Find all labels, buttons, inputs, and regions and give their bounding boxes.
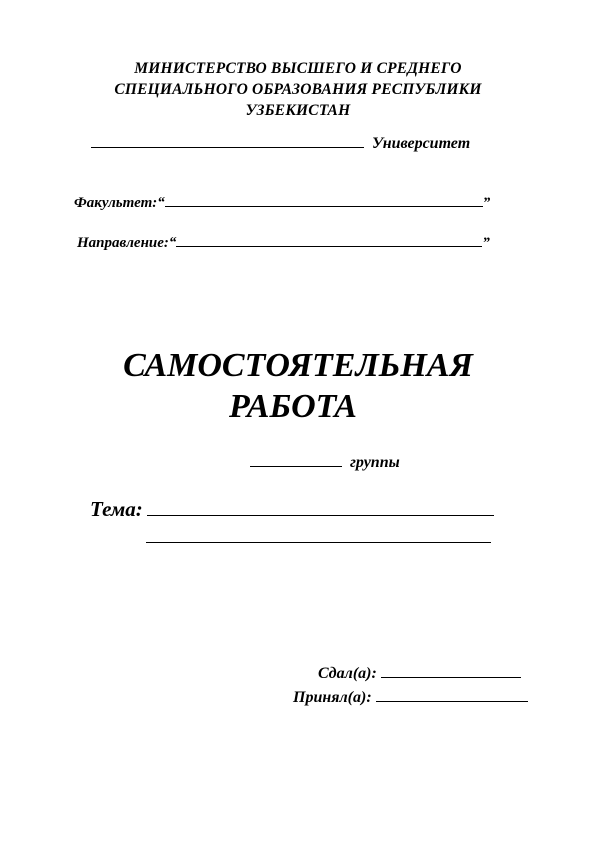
accepted-row xyxy=(293,688,528,707)
submitted-label: Сдал(а): xyxy=(318,665,377,682)
accepted-label: Принял(а): xyxy=(293,689,372,706)
faculty-open-quote: “ xyxy=(157,195,165,211)
topic-blank-line xyxy=(147,499,494,516)
faculty-blank-line xyxy=(165,194,483,207)
submitted-row xyxy=(318,664,521,683)
faculty-label: Факультет: xyxy=(74,195,158,211)
direction-blank-line xyxy=(176,234,482,247)
ministry-line-1: МИНИСТЕРСТВО ВЫСШЕГО И СРЕДНЕГО xyxy=(134,60,462,77)
direction-label: Направление: xyxy=(77,235,169,251)
university-label: Университет xyxy=(372,135,471,152)
university-blank-line xyxy=(91,133,364,148)
topic-row xyxy=(90,497,494,522)
document-title xyxy=(0,345,596,427)
direction-close-quote: ” xyxy=(482,235,490,251)
faculty-close-quote: ” xyxy=(482,195,491,211)
title-line-1: САМОСТОЯТЕЛЬНАЯ xyxy=(123,347,473,384)
ministry-line-3: УЗБЕКИСТАН xyxy=(245,102,351,119)
submitted-blank-line xyxy=(381,664,521,678)
group-label: группы xyxy=(350,454,400,471)
direction-row xyxy=(77,234,490,252)
group-row xyxy=(250,453,400,472)
title-line-2: РАБОТА xyxy=(229,388,357,425)
university-row xyxy=(91,133,470,153)
faculty-row xyxy=(74,194,490,212)
accepted-blank-line xyxy=(376,688,528,702)
direction-open-quote: “ xyxy=(168,235,177,251)
ministry-header xyxy=(0,58,596,121)
group-blank-line xyxy=(250,453,342,467)
ministry-line-2: СПЕЦИАЛЬНОГО ОБРАЗОВАНИЯ РЕСПУБЛИКИ xyxy=(114,81,482,98)
topic-label: Тема: xyxy=(90,497,143,521)
topic-blank-line-2 xyxy=(146,542,491,543)
